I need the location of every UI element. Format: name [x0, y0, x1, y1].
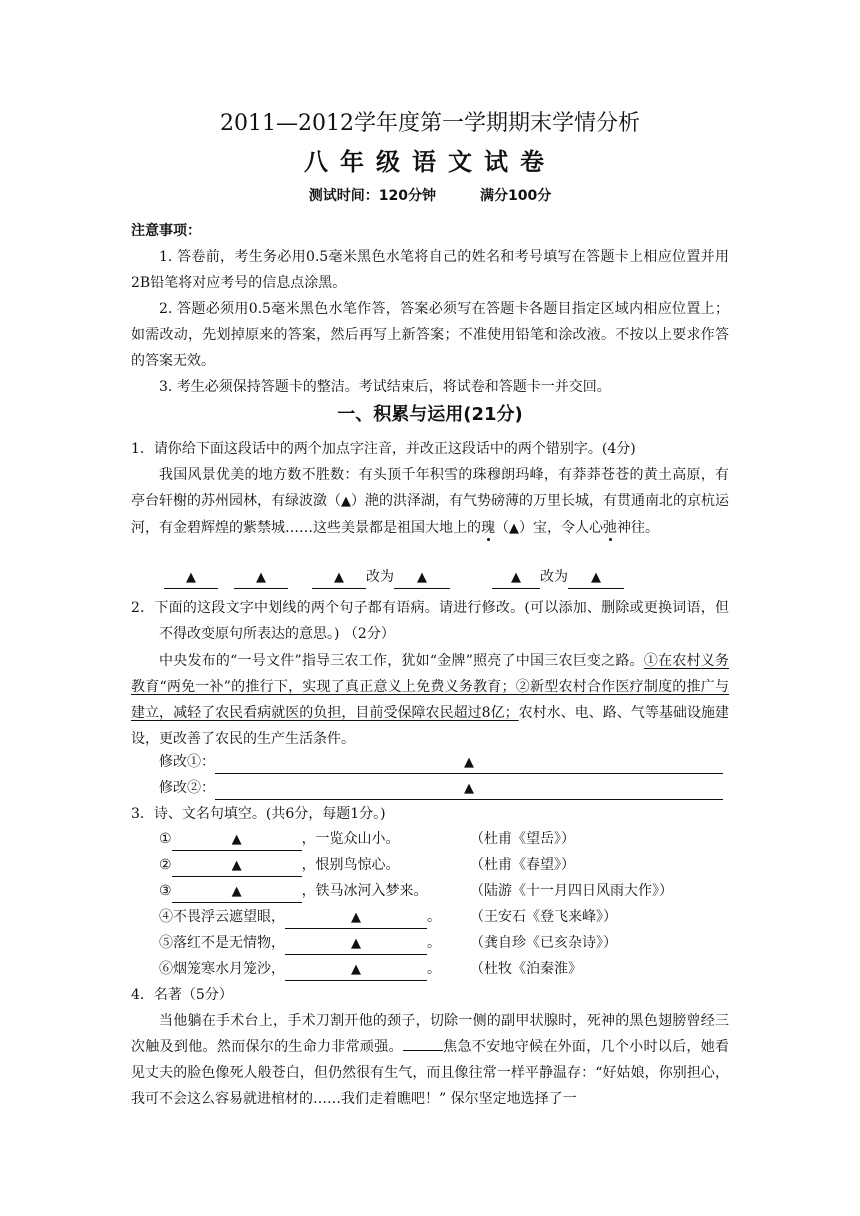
q1-prompt: 1．请你给下面这段话中的两个加点字注音，并改正这段话中的两个错别字。(4分) [131, 441, 636, 457]
fix-label-1: 修改①： [159, 754, 215, 770]
q3-source-2: （杜甫《春望》） [470, 857, 575, 873]
q3-prompt: 3．诗、文名句填空。(共6分，每题1分。) [131, 806, 386, 822]
answer-blank-pinyin-2[interactable]: ▲ [234, 569, 288, 589]
q3-line-5: ⑤落红不是无情物， ▲ 。 [159, 932, 441, 955]
q2-fix-row-1 [159, 751, 723, 774]
q2-fix-row-2 [159, 777, 723, 800]
notice-heading: 注意事项： [131, 223, 201, 239]
change-to-label: 改为 [366, 569, 394, 585]
poem-blank-6[interactable]: ▲ [285, 961, 427, 981]
dotted-char-2: 弛 [603, 520, 617, 536]
fix-answer-line-2[interactable]: ▲ [215, 780, 723, 800]
q3-line-3: ③ ▲ ，铁马冰河入梦来。 [159, 880, 428, 903]
poem-blank-4[interactable]: ▲ [285, 909, 427, 929]
answer-blank-correct-1[interactable]: ▲ [394, 569, 450, 589]
poem-blank-3[interactable]: ▲ [172, 883, 302, 903]
answer-blank-wrong-1[interactable]: ▲ [312, 569, 366, 589]
q3-source-4: （王安石《登飞来峰》） [470, 909, 617, 925]
q3-source-6: （杜牧《泊秦淮》 [470, 961, 582, 977]
q4-name-blank[interactable] [403, 1034, 443, 1051]
q3-line-6: ⑥烟笼寒水月笼沙， ▲ 。 [159, 958, 441, 981]
q3-line-2: ② ▲ ，恨别鸟惊心。 [159, 854, 400, 877]
section-title: 一、积累与运用(21分) [337, 404, 523, 425]
poem-blank-1[interactable]: ▲ [172, 831, 302, 851]
exam-subtitle: 八年级语文试卷 [304, 148, 556, 176]
notice-item-2: 2. 答题必须用0.5毫米黑色水笔作答，答案必须写在答题卡各题目指定区域内相应位置上；如需改动，先划掉原来的答案，然后再写上新答案；不准使用铅笔和涂改液。不按以上要求作答的答案无效。 [131, 301, 729, 369]
q4-passage: 当他躺在手术台上，手术刀割开他的颈子，切除一侧的副甲状腺时，死神的黑色翅膀曾经三次触及到他。然而保尔的生命力非常顽强。 焦急不安地守候在外面，几个小时以后，她看见丈夫的脸色像死人般苍白，但仍然很有生气，而且像往常一样平静温存：“好姑娘，你别担心，我可不会这么容易就进棺材的……我们走着瞧吧！” 保尔坚定地选择了一 [131, 1013, 730, 1107]
answer-marker: ▲ [341, 494, 351, 509]
poem-blank-2[interactable]: ▲ [172, 857, 302, 877]
test-time: 测试时间：120分钟 [308, 188, 436, 204]
q1-passage: 我国风景优美的地方数不胜数：有头顶千年积雪的珠穆朗玛峰，有莽莽苍苍的黄土高原，有亭台轩榭的苏州园林，有绿波潋（▲）滟的洪泽湖，有气势磅薄的万里长城，有贯通南北的京杭运河，有金碧辉煌的紫禁城……这些美景都是祖国大地上的瑰（▲）宝，令人心弛神往。 [131, 467, 729, 536]
answer-marker: ▲ [509, 521, 519, 536]
q3-source-5: （龚自珍《已亥杂诗》） [470, 935, 617, 951]
q3-line-4: ④不畏浮云遮望眼， ▲ 。 [159, 906, 441, 929]
q2-prompt: 2．下面的这段文字中划线的两个句子都有语病。请进行修改。(可以添加、删除或更换词语，但不得改变原句所表达的意思。) （2分） [131, 600, 729, 642]
q3-source-1: （杜甫《望岳》） [470, 831, 575, 847]
q4-prompt: 4．名著（5分） [131, 987, 233, 1003]
underlined-sentence-1: ①在农村义务教育“两免一补”的推行下，实现了真正意义上免费义务教育； [131, 653, 730, 695]
poem-blank-5[interactable]: ▲ [285, 935, 427, 955]
full-score: 满分100分 [480, 188, 552, 204]
q2-passage: 中央发布的“一号文件”指导三农工作，犹如“金牌”照亮了中国三农巨变之路。①在农村义务教育“两免一补”的推行下，实现了真正意义上免费义务教育；②新型农村合作医疗制度的推广与建立，减轻了农民看病就医的负担，目前受保障农民超过8亿；农村水、电、路、气等基础设施建设，更改善了农民的生产生活条件。 [131, 653, 730, 747]
exam-info [0, 185, 860, 205]
answer-blank-correct-2[interactable]: ▲ [568, 569, 624, 589]
notice-item-1: 1. 答卷前，考生务必用0.5毫米黑色水笔将自己的姓名和考号填写在答题卡上相应位置并用2B铅笔将对应考号的信息点涂黑。 [131, 249, 729, 291]
fix-label-2: 修改②： [159, 780, 215, 796]
answer-blank-pinyin-1[interactable]: ▲ [164, 569, 218, 589]
underlined-sentence-2: ②新型农村合作医疗制度的推广与建立，减轻了农民看病就医的负担，目前受保障农民超过8亿； [131, 679, 729, 721]
fix-answer-line-1[interactable]: ▲ [215, 754, 723, 774]
q3-source-3: （陆游《十一月四日风雨大作》） [470, 883, 673, 899]
dotted-char-1: 瑰 [481, 520, 495, 536]
exam-title: 2011—2012学年度第一学期期末学情分析 [220, 111, 640, 136]
answer-blank-wrong-2[interactable]: ▲ [492, 569, 540, 589]
change-to-label: 改为 [540, 569, 568, 585]
q3-line-1: ① ▲ ，一览众山小。 [159, 828, 400, 851]
notice-item-3: 3. 考生必须保持答题卡的整洁。考试结束后，将试卷和答题卡一并交回。 [159, 379, 611, 395]
q1-answer-row [164, 566, 624, 589]
